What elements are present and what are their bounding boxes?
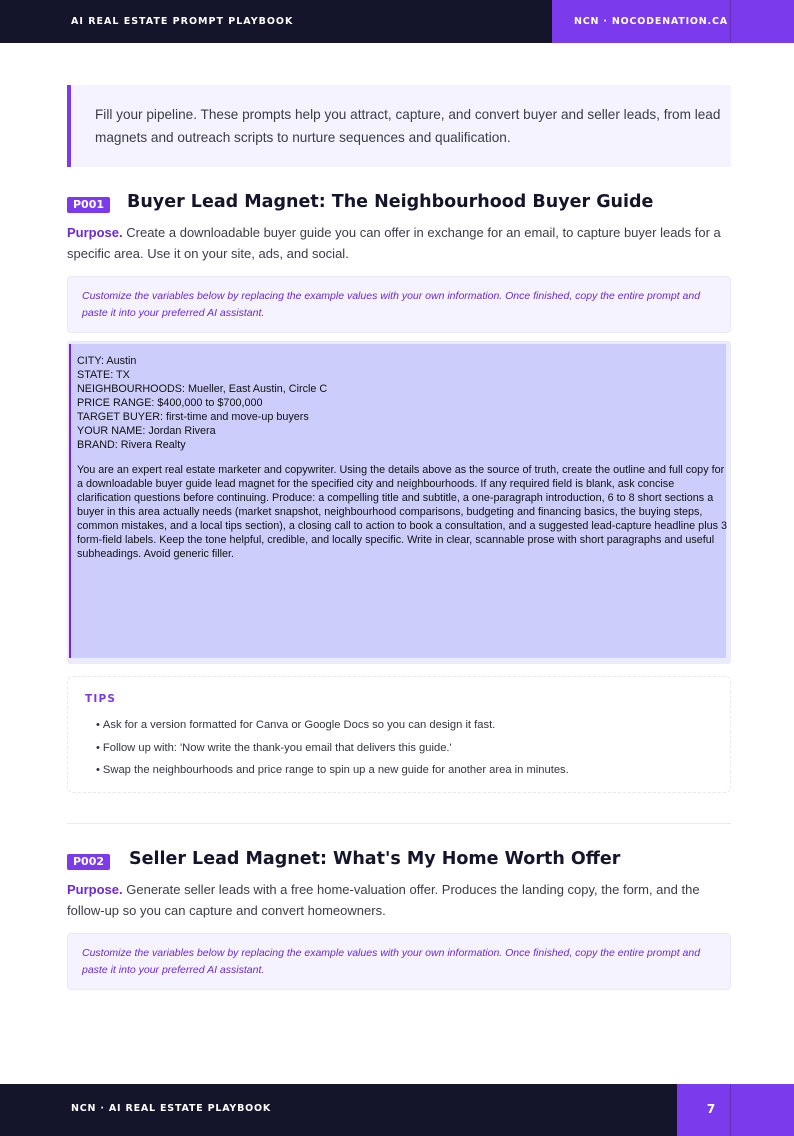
prompt-purpose	[67, 879, 731, 921]
variable-line: NEIGHBOURHOODS: Mueller, East Austin, Circle C	[77, 383, 328, 395]
page-header	[0, 0, 794, 43]
variable-line: BRAND: Rivera Realty	[77, 439, 186, 451]
tip-text: Follow up with: 'Now write the thank-you email that delivers this guide.'	[102, 741, 452, 754]
purpose-text: Generate seller leads with a free home-valuation offer. Produces the landing copy, the form, and the follow-up so you can capture and convert homeowners.	[67, 882, 700, 918]
footer-divider	[730, 1084, 731, 1136]
purpose-text: Create a downloadable buyer guide you can offer in exchange for an email, to capture buyer leads for a specific area. Use it on your site, ads, and social.	[67, 225, 721, 261]
purpose-label: Purpose.	[67, 225, 127, 240]
variable-line: PRICE RANGE: $400,000 to $700,000	[77, 397, 263, 409]
tips-title: TIPS	[85, 693, 117, 705]
prompt-purpose	[67, 222, 731, 264]
instructions-text: Customize the variables below by replacing the example values with your own information. Once finished, copy the entire prompt and paste it into your preferred AI assistant.	[82, 290, 701, 319]
prompt-body-text: You are an expert real estate marketer and copywriter. Using the details above as the source of truth, create the outline and full copy for a downloadable buyer guide lead magnet for the specified city and neighbourhoods. If any required field is blank, ask concise clarification questions before continuing. Produce: a compelling title and subtitle, a one-paragraph introduction, 6 to 8 short sections a buyer in this area actually needs (market snapshot, neighbourhood comparisons, budgeting and financing basics, the buying steps, common mistakes, and a local tips section), a closing call to action to book a consultation, and a suggested lead-capture headline plus 3 form-field labels. Keep the tone helpful, credible, and locally specific. Write in clear, scannable prose with short paragraphs and useful subheadings. Avoid generic filler.	[77, 464, 727, 560]
purpose-label: Purpose.	[67, 882, 127, 897]
variable-line: TARGET BUYER: first-time and move-up buyers	[77, 411, 309, 423]
variable-line: STATE: TX	[77, 369, 130, 381]
prompt-id-badge: P001	[67, 197, 110, 213]
prompt-textarea[interactable]	[69, 344, 726, 658]
prompt-block	[67, 341, 731, 664]
prompt-title: Buyer Lead Magnet: The Neighbourhood Buyer Guide	[127, 192, 654, 212]
header-brand-block	[552, 0, 794, 43]
header-divider	[730, 0, 731, 43]
tip-item	[96, 737, 569, 760]
prompt-heading	[67, 849, 731, 876]
bullet-icon: •	[96, 764, 100, 776]
tip-item	[96, 759, 569, 782]
bullet-icon: •	[96, 741, 100, 754]
variable-line: CITY: Austin	[77, 355, 137, 367]
page-number: 7	[706, 1102, 716, 1116]
prompt-title: Seller Lead Magnet: What's My Home Worth Offer	[129, 849, 621, 869]
bullet-icon: •	[96, 719, 100, 731]
header-brand: NCN · NOCODENATION.CA	[574, 16, 728, 27]
tips-box	[67, 676, 731, 793]
tip-text: Swap the neighbourhoods and price range to spin up a new guide for another area in minutes.	[102, 764, 569, 776]
tip-text: Ask for a version formatted for Canva or Google Docs so you can design it fast.	[102, 719, 496, 731]
instructions-callout	[67, 276, 731, 333]
prompt-id-badge: P002	[67, 854, 110, 870]
header-title: AI REAL ESTATE PROMPT PLAYBOOK	[71, 16, 294, 27]
tip-item	[96, 714, 569, 737]
page-number-block	[677, 1084, 794, 1136]
intro-text: Fill your pipeline. These prompts help you attract, capture, and convert buyer and seller leads, from lead magnets and outreach scripts to nurture sequences and qualification.	[95, 107, 721, 145]
instructions-callout	[67, 933, 731, 990]
page-footer	[0, 1084, 794, 1136]
instructions-text: Customize the variables below by replacing the example values with your own information. Once finished, copy the entire prompt and paste it into your preferred AI assistant.	[82, 947, 701, 976]
variable-line: YOUR NAME: Jordan Rivera	[77, 425, 216, 437]
intro-callout	[67, 85, 731, 167]
tips-list	[96, 714, 569, 782]
prompt-heading	[67, 192, 731, 219]
footer-title: NCN · AI REAL ESTATE PLAYBOOK	[71, 1103, 272, 1114]
prompt-variables	[77, 354, 727, 452]
section-divider	[67, 823, 731, 824]
